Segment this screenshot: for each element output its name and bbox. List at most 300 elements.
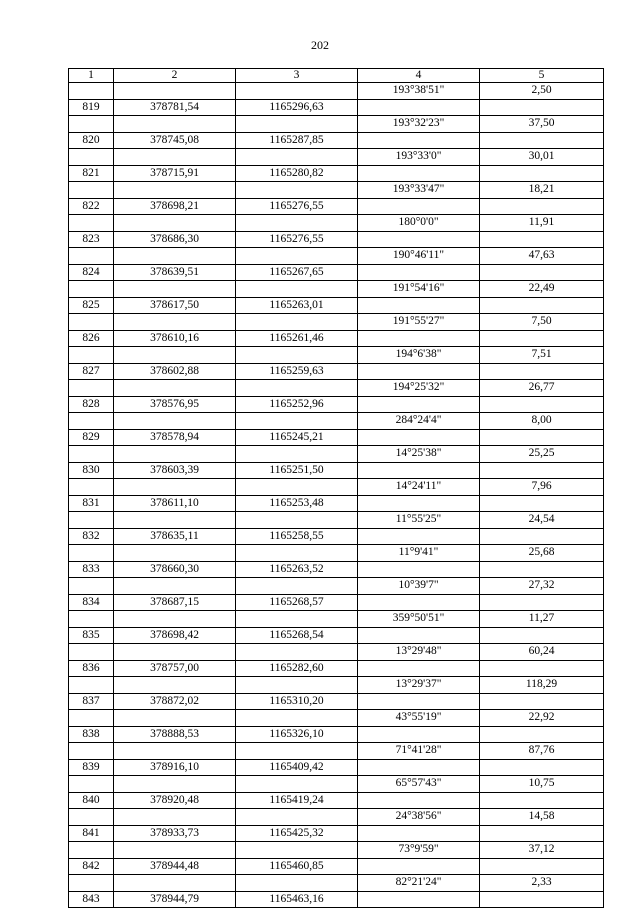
- distance-cell: [480, 561, 604, 578]
- point-number-cell: 843: [69, 891, 114, 908]
- point-number-cell: [69, 809, 114, 826]
- table-row: [69, 248, 604, 265]
- distance-cell: 22,92: [480, 710, 604, 727]
- bearing-cell: [358, 759, 480, 776]
- point-number-cell: 819: [69, 99, 114, 116]
- bearing-cell: [358, 396, 480, 413]
- x-coordinate-cell: 378933,73: [114, 825, 236, 842]
- bearing-cell: [358, 660, 480, 677]
- table-row: [69, 578, 604, 595]
- x-coordinate-cell: 378781,54: [114, 99, 236, 116]
- x-coordinate-cell: 378635,11: [114, 528, 236, 545]
- distance-cell: [480, 297, 604, 314]
- y-coordinate-cell: 1165276,55: [236, 231, 358, 248]
- bearing-cell: [358, 561, 480, 578]
- bearing-cell: [358, 363, 480, 380]
- x-coordinate-cell: [114, 710, 236, 727]
- x-coordinate-cell: [114, 413, 236, 430]
- y-coordinate-cell: [236, 677, 358, 694]
- y-coordinate-cell: [236, 281, 358, 298]
- x-coordinate-cell: 378698,42: [114, 627, 236, 644]
- table-row: [69, 429, 604, 446]
- y-coordinate-cell: [236, 446, 358, 463]
- bearing-cell: [358, 264, 480, 281]
- point-number-cell: [69, 116, 114, 133]
- distance-cell: [480, 132, 604, 149]
- x-coordinate-cell: 378944,48: [114, 858, 236, 875]
- x-coordinate-cell: 378888,53: [114, 726, 236, 743]
- distance-cell: 14,58: [480, 809, 604, 826]
- x-coordinate-cell: [114, 743, 236, 760]
- distance-cell: [480, 693, 604, 710]
- x-coordinate-cell: [114, 644, 236, 661]
- distance-cell: 18,21: [480, 182, 604, 199]
- y-coordinate-cell: [236, 149, 358, 166]
- table-row: [69, 396, 604, 413]
- y-coordinate-cell: 1165263,01: [236, 297, 358, 314]
- bearing-cell: 11°9'41": [358, 545, 480, 562]
- table-row: [69, 132, 604, 149]
- point-number-cell: 842: [69, 858, 114, 875]
- x-coordinate-cell: 378576,95: [114, 396, 236, 413]
- distance-cell: 37,12: [480, 842, 604, 859]
- point-number-cell: 834: [69, 594, 114, 611]
- distance-cell: 37,50: [480, 116, 604, 133]
- table-row: [69, 446, 604, 463]
- distance-cell: [480, 396, 604, 413]
- bearing-cell: [358, 330, 480, 347]
- point-number-cell: 824: [69, 264, 114, 281]
- y-coordinate-cell: [236, 83, 358, 100]
- bearing-cell: [358, 825, 480, 842]
- bearing-cell: 71°41'28": [358, 743, 480, 760]
- point-number-cell: 831: [69, 495, 114, 512]
- point-number-cell: 823: [69, 231, 114, 248]
- point-number-cell: 841: [69, 825, 114, 842]
- x-coordinate-cell: [114, 545, 236, 562]
- bearing-cell: 284°24'4": [358, 413, 480, 430]
- table-row: [69, 281, 604, 298]
- y-coordinate-cell: 1165259,63: [236, 363, 358, 380]
- bearing-cell: [358, 429, 480, 446]
- x-coordinate-cell: 378578,94: [114, 429, 236, 446]
- x-coordinate-cell: 378617,50: [114, 297, 236, 314]
- y-coordinate-cell: 1165267,65: [236, 264, 358, 281]
- point-number-cell: [69, 479, 114, 496]
- distance-cell: 8,00: [480, 413, 604, 430]
- point-number-cell: 822: [69, 198, 114, 215]
- y-coordinate-cell: [236, 611, 358, 628]
- distance-cell: [480, 264, 604, 281]
- distance-cell: 11,91: [480, 215, 604, 232]
- distance-cell: [480, 759, 604, 776]
- y-coordinate-cell: [236, 578, 358, 595]
- point-number-cell: [69, 512, 114, 529]
- point-number-cell: [69, 842, 114, 859]
- coordinates-table: [68, 68, 604, 908]
- bearing-cell: 14°24'11": [358, 479, 480, 496]
- x-coordinate-cell: [114, 446, 236, 463]
- x-coordinate-cell: 378745,08: [114, 132, 236, 149]
- table-row: [69, 198, 604, 215]
- point-number-cell: 829: [69, 429, 114, 446]
- y-coordinate-cell: 1165276,55: [236, 198, 358, 215]
- table-row: [69, 891, 604, 908]
- y-coordinate-cell: [236, 644, 358, 661]
- bearing-cell: 24°38'56": [358, 809, 480, 826]
- x-coordinate-cell: 378686,30: [114, 231, 236, 248]
- distance-cell: 60,24: [480, 644, 604, 661]
- x-coordinate-cell: [114, 380, 236, 397]
- bearing-cell: 43°55'19": [358, 710, 480, 727]
- column-header: 2: [114, 69, 236, 83]
- x-coordinate-cell: 378757,00: [114, 660, 236, 677]
- point-number-cell: [69, 83, 114, 100]
- y-coordinate-cell: 1165296,63: [236, 99, 358, 116]
- table-row: [69, 363, 604, 380]
- bearing-cell: 194°6'38": [358, 347, 480, 364]
- table-row: [69, 825, 604, 842]
- bearing-cell: [358, 891, 480, 908]
- distance-cell: 30,01: [480, 149, 604, 166]
- bearing-cell: [358, 99, 480, 116]
- y-coordinate-cell: 1165460,85: [236, 858, 358, 875]
- bearing-cell: 73°9'59": [358, 842, 480, 859]
- x-coordinate-cell: [114, 512, 236, 529]
- bearing-cell: 191°54'16": [358, 281, 480, 298]
- point-number-cell: 839: [69, 759, 114, 776]
- y-coordinate-cell: [236, 743, 358, 760]
- bearing-cell: 13°29'37": [358, 677, 480, 694]
- y-coordinate-cell: 1165258,55: [236, 528, 358, 545]
- y-coordinate-cell: [236, 248, 358, 265]
- distance-cell: [480, 165, 604, 182]
- table-row: [69, 726, 604, 743]
- table-body: [69, 69, 604, 908]
- distance-cell: [480, 198, 604, 215]
- table-row: [69, 792, 604, 809]
- y-coordinate-cell: [236, 314, 358, 331]
- bearing-cell: [358, 495, 480, 512]
- y-coordinate-cell: 1165419,24: [236, 792, 358, 809]
- table-row: [69, 182, 604, 199]
- distance-cell: 87,76: [480, 743, 604, 760]
- bearing-cell: 193°33'0": [358, 149, 480, 166]
- y-coordinate-cell: 1165251,50: [236, 462, 358, 479]
- y-coordinate-cell: 1165252,96: [236, 396, 358, 413]
- distance-cell: 24,54: [480, 512, 604, 529]
- distance-cell: 2,50: [480, 83, 604, 100]
- point-number-cell: [69, 743, 114, 760]
- point-number-cell: [69, 281, 114, 298]
- x-coordinate-cell: 378687,15: [114, 594, 236, 611]
- bearing-cell: [358, 726, 480, 743]
- y-coordinate-cell: [236, 347, 358, 364]
- page-number: 202: [311, 38, 329, 52]
- x-coordinate-cell: 378602,88: [114, 363, 236, 380]
- table-row: [69, 545, 604, 562]
- x-coordinate-cell: 378715,91: [114, 165, 236, 182]
- point-number-cell: 838: [69, 726, 114, 743]
- point-number-cell: [69, 578, 114, 595]
- distance-cell: [480, 726, 604, 743]
- y-coordinate-cell: [236, 776, 358, 793]
- distance-cell: 25,25: [480, 446, 604, 463]
- distance-cell: [480, 528, 604, 545]
- point-number-cell: [69, 875, 114, 892]
- x-coordinate-cell: [114, 842, 236, 859]
- distance-cell: 27,32: [480, 578, 604, 595]
- bearing-cell: [358, 792, 480, 809]
- y-coordinate-cell: 1165253,48: [236, 495, 358, 512]
- bearing-cell: [358, 528, 480, 545]
- y-coordinate-cell: 1165268,57: [236, 594, 358, 611]
- distance-cell: [480, 99, 604, 116]
- y-coordinate-cell: [236, 380, 358, 397]
- point-number-cell: [69, 677, 114, 694]
- point-number-cell: [69, 776, 114, 793]
- point-number-cell: [69, 380, 114, 397]
- point-number-cell: 821: [69, 165, 114, 182]
- table-row: [69, 776, 604, 793]
- x-coordinate-cell: [114, 677, 236, 694]
- distance-cell: [480, 330, 604, 347]
- y-coordinate-cell: 1165261,46: [236, 330, 358, 347]
- distance-cell: 25,68: [480, 545, 604, 562]
- table-row: [69, 842, 604, 859]
- point-number-cell: 826: [69, 330, 114, 347]
- x-coordinate-cell: [114, 83, 236, 100]
- x-coordinate-cell: [114, 215, 236, 232]
- y-coordinate-cell: 1165282,60: [236, 660, 358, 677]
- y-coordinate-cell: [236, 710, 358, 727]
- point-number-cell: [69, 545, 114, 562]
- table-row: [69, 264, 604, 281]
- table-row: [69, 347, 604, 364]
- distance-cell: [480, 627, 604, 644]
- bearing-cell: [358, 198, 480, 215]
- table-row: [69, 314, 604, 331]
- x-coordinate-cell: 378611,10: [114, 495, 236, 512]
- bearing-cell: [358, 132, 480, 149]
- table-row: [69, 594, 604, 611]
- distance-cell: 10,75: [480, 776, 604, 793]
- table-row: [69, 644, 604, 661]
- x-coordinate-cell: 378610,16: [114, 330, 236, 347]
- bearing-cell: 14°25'38": [358, 446, 480, 463]
- y-coordinate-cell: 1165463,16: [236, 891, 358, 908]
- point-number-cell: 832: [69, 528, 114, 545]
- distance-cell: 7,50: [480, 314, 604, 331]
- point-number-cell: [69, 215, 114, 232]
- x-coordinate-cell: 378944,79: [114, 891, 236, 908]
- bearing-cell: [358, 165, 480, 182]
- x-coordinate-cell: [114, 149, 236, 166]
- x-coordinate-cell: [114, 182, 236, 199]
- point-number-cell: [69, 182, 114, 199]
- point-number-cell: [69, 347, 114, 364]
- y-coordinate-cell: 1165409,42: [236, 759, 358, 776]
- y-coordinate-cell: 1165280,82: [236, 165, 358, 182]
- table-row: [69, 99, 604, 116]
- y-coordinate-cell: [236, 875, 358, 892]
- x-coordinate-cell: [114, 116, 236, 133]
- bearing-cell: 193°38'51": [358, 83, 480, 100]
- distance-cell: [480, 594, 604, 611]
- x-coordinate-cell: [114, 611, 236, 628]
- table-row: [69, 561, 604, 578]
- x-coordinate-cell: [114, 314, 236, 331]
- x-coordinate-cell: [114, 479, 236, 496]
- point-number-cell: 825: [69, 297, 114, 314]
- point-number-cell: 836: [69, 660, 114, 677]
- distance-cell: [480, 660, 604, 677]
- distance-cell: 47,63: [480, 248, 604, 265]
- table-row: [69, 149, 604, 166]
- distance-cell: [480, 891, 604, 908]
- distance-cell: [480, 495, 604, 512]
- point-number-cell: [69, 314, 114, 331]
- table-row: [69, 380, 604, 397]
- table-row: [69, 875, 604, 892]
- point-number-cell: 828: [69, 396, 114, 413]
- x-coordinate-cell: [114, 248, 236, 265]
- y-coordinate-cell: [236, 512, 358, 529]
- table-row: [69, 528, 604, 545]
- table-row: [69, 413, 604, 430]
- distance-cell: 11,27: [480, 611, 604, 628]
- bearing-cell: 82°21'24": [358, 875, 480, 892]
- y-coordinate-cell: [236, 215, 358, 232]
- y-coordinate-cell: [236, 842, 358, 859]
- point-number-cell: 833: [69, 561, 114, 578]
- table-row: [69, 759, 604, 776]
- x-coordinate-cell: [114, 281, 236, 298]
- table-row: [69, 165, 604, 182]
- distance-cell: [480, 231, 604, 248]
- point-number-cell: 830: [69, 462, 114, 479]
- y-coordinate-cell: [236, 479, 358, 496]
- x-coordinate-cell: 378698,21: [114, 198, 236, 215]
- bearing-cell: 11°55'25": [358, 512, 480, 529]
- y-coordinate-cell: [236, 809, 358, 826]
- bearing-cell: 65°57'43": [358, 776, 480, 793]
- y-coordinate-cell: [236, 545, 358, 562]
- distance-cell: [480, 792, 604, 809]
- point-number-cell: 827: [69, 363, 114, 380]
- bearing-cell: 13°29'48": [358, 644, 480, 661]
- table-row: [69, 677, 604, 694]
- point-number-cell: [69, 248, 114, 265]
- column-header: 5: [480, 69, 604, 83]
- table-row: [69, 479, 604, 496]
- distance-cell: [480, 858, 604, 875]
- bearing-cell: 193°33'47": [358, 182, 480, 199]
- bearing-cell: 194°25'32": [358, 380, 480, 397]
- distance-cell: [480, 429, 604, 446]
- y-coordinate-cell: [236, 116, 358, 133]
- x-coordinate-cell: 378603,39: [114, 462, 236, 479]
- x-coordinate-cell: [114, 875, 236, 892]
- point-number-cell: 840: [69, 792, 114, 809]
- y-coordinate-cell: [236, 413, 358, 430]
- bearing-cell: 193°32'23": [358, 116, 480, 133]
- table-row: [69, 462, 604, 479]
- point-number-cell: [69, 611, 114, 628]
- table-row: [69, 627, 604, 644]
- point-number-cell: 837: [69, 693, 114, 710]
- bearing-cell: [358, 693, 480, 710]
- x-coordinate-cell: [114, 809, 236, 826]
- point-number-cell: 835: [69, 627, 114, 644]
- bearing-cell: 359°50'51": [358, 611, 480, 628]
- x-coordinate-cell: 378916,10: [114, 759, 236, 776]
- bearing-cell: [358, 462, 480, 479]
- distance-cell: 7,51: [480, 347, 604, 364]
- distance-cell: 22,49: [480, 281, 604, 298]
- x-coordinate-cell: [114, 776, 236, 793]
- bearing-cell: [358, 231, 480, 248]
- x-coordinate-cell: 378920,48: [114, 792, 236, 809]
- point-number-cell: [69, 644, 114, 661]
- bearing-cell: [358, 627, 480, 644]
- table-row: [69, 660, 604, 677]
- bearing-cell: [358, 594, 480, 611]
- table-row: [69, 83, 604, 100]
- y-coordinate-cell: 1165326,10: [236, 726, 358, 743]
- table-row: [69, 330, 604, 347]
- table-row: [69, 611, 604, 628]
- table-row: [69, 743, 604, 760]
- column-header: 3: [236, 69, 358, 83]
- distance-cell: 7,96: [480, 479, 604, 496]
- distance-cell: 118,29: [480, 677, 604, 694]
- point-number-cell: 820: [69, 132, 114, 149]
- table-row: [69, 710, 604, 727]
- y-coordinate-cell: 1165245,21: [236, 429, 358, 446]
- table-row: [69, 693, 604, 710]
- x-coordinate-cell: 378660,30: [114, 561, 236, 578]
- y-coordinate-cell: 1165263,52: [236, 561, 358, 578]
- y-coordinate-cell: [236, 182, 358, 199]
- point-number-cell: [69, 149, 114, 166]
- y-coordinate-cell: 1165268,54: [236, 627, 358, 644]
- distance-cell: 2,33: [480, 875, 604, 892]
- bearing-cell: 190°46'11": [358, 248, 480, 265]
- y-coordinate-cell: 1165310,20: [236, 693, 358, 710]
- point-number-cell: [69, 446, 114, 463]
- header-row: [69, 69, 604, 83]
- x-coordinate-cell: 378872,02: [114, 693, 236, 710]
- x-coordinate-cell: 378639,51: [114, 264, 236, 281]
- column-header: 4: [358, 69, 480, 83]
- table-row: [69, 297, 604, 314]
- table-row: [69, 495, 604, 512]
- distance-cell: 26,77: [480, 380, 604, 397]
- x-coordinate-cell: [114, 578, 236, 595]
- y-coordinate-cell: 1165425,32: [236, 825, 358, 842]
- distance-cell: [480, 825, 604, 842]
- point-number-cell: [69, 413, 114, 430]
- table-row: [69, 512, 604, 529]
- bearing-cell: [358, 858, 480, 875]
- point-number-cell: [69, 710, 114, 727]
- y-coordinate-cell: 1165287,85: [236, 132, 358, 149]
- bearing-cell: 180°0'0": [358, 215, 480, 232]
- distance-cell: [480, 462, 604, 479]
- column-header: 1: [69, 69, 114, 83]
- table-row: [69, 215, 604, 232]
